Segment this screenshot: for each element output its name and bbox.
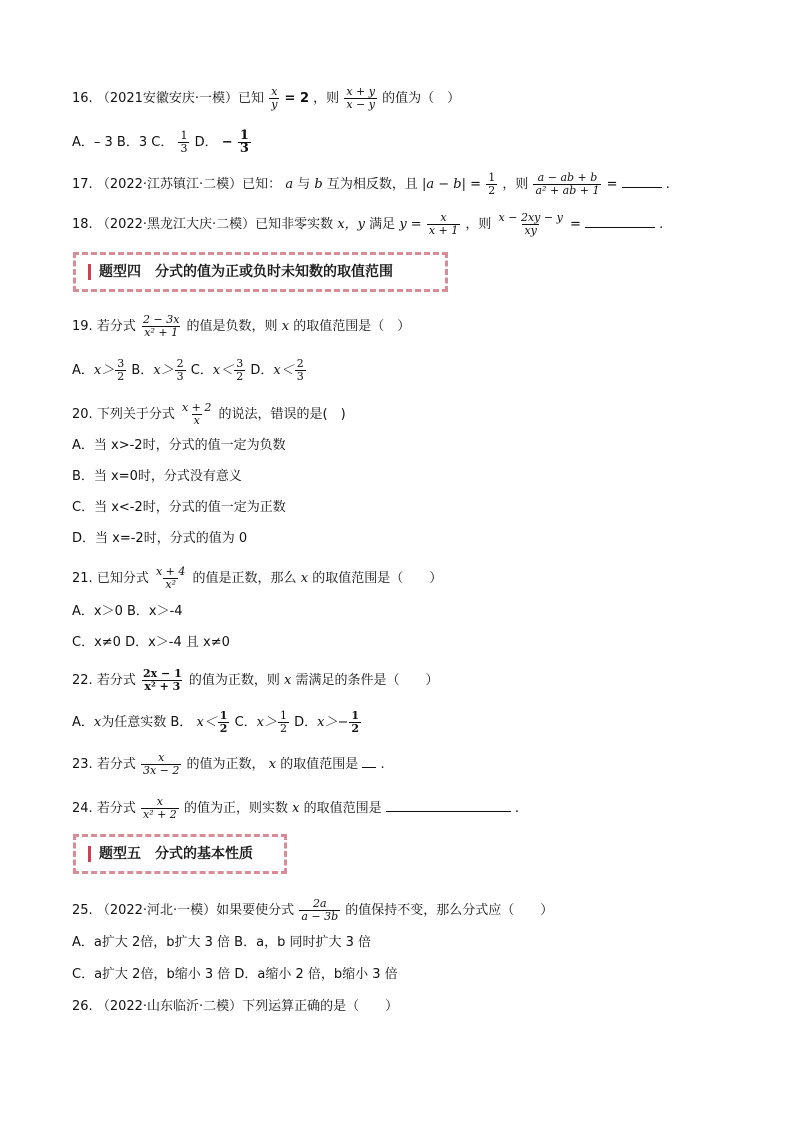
option-d-fraction: $\frac{2}{3}$: [296, 357, 304, 383]
fraction-x-over-y: $\frac{x}{y}$: [271, 85, 278, 111]
question-text: 的值是正数，那么: [192, 571, 297, 586]
option-a-fraction: $\frac{3}{2}$: [117, 357, 125, 383]
question-text: 的值保持不变，那么分式应（ ）: [345, 903, 554, 918]
question-19-options: [72, 358, 307, 383]
question-16: [72, 86, 460, 111]
option-a-label: A．: [72, 363, 94, 378]
question-text: 下列关于分式: [96, 407, 175, 422]
var-b: b: [314, 177, 323, 192]
question-end: .: [380, 757, 385, 772]
question-text: 与: [297, 177, 311, 192]
option-d-rel: x＜: [273, 363, 294, 378]
option-a-text: 为任意实数 B．: [101, 715, 193, 730]
option-c-fraction: $\frac{1}{2}$: [280, 709, 288, 735]
question-number: 22.: [72, 673, 93, 688]
fraction-expression: $\frac{x}{\text{x² + 2}}$: [142, 795, 177, 821]
y-equals: y =: [399, 217, 426, 232]
option-cd: C．x≠0 D．x＞-4 且 x≠0: [72, 635, 230, 650]
var-x: x: [281, 319, 290, 334]
section-5-title: 题型五 分式的基本性质: [88, 846, 253, 862]
question-text: 的值是负数，则: [186, 319, 278, 334]
question-text: 的值为正数，: [186, 757, 265, 772]
question-26: [72, 998, 398, 1016]
question-text: 的值为（ ）: [382, 91, 461, 106]
option-b-rel: x＞: [153, 363, 174, 378]
option-b-label: B．: [131, 363, 154, 378]
answer-blank[interactable]: [386, 799, 511, 812]
option-cd: C．a扩大 2倍，b缩小 3 倍 D．a缩小 2 倍，b缩小 3 倍: [72, 967, 398, 982]
fraction-expression: $\frac{2 - 3x}{\text{x² + 1}}$: [142, 313, 180, 339]
option-d-label: D．: [294, 715, 318, 730]
option-a-rel: x＞: [93, 363, 115, 378]
question-20: [72, 402, 346, 427]
question-text: 满足: [369, 217, 396, 232]
fraction-expression: $\frac{a - ab + b}{\text{a² + ab + 1}}$: [535, 171, 600, 197]
option-a-label: A．: [72, 715, 94, 730]
question-number: 25.: [72, 903, 93, 918]
option-c-fraction: $\frac{3}{2}$: [236, 357, 244, 383]
equals-two: = 2: [284, 91, 310, 106]
question-text: 若分式: [96, 319, 136, 334]
option-d-fraction: $\frac{1}{3}$: [239, 128, 249, 156]
question-text: 的取值范围是: [303, 801, 382, 816]
options-text: A．– 3 B．3 C．: [72, 135, 174, 150]
fraction-one-half: $\frac{1}{2}$: [488, 171, 496, 197]
equals-sign: =: [606, 177, 622, 192]
question-22-options: [72, 710, 362, 735]
option-c-rel: x＜: [212, 363, 234, 378]
option-b-fraction: $\frac{2}{3}$: [176, 357, 184, 383]
var-a: a: [285, 177, 294, 192]
fraction-expression: $\frac{x - 2xy - y}{xy}$: [498, 211, 563, 237]
option-c-rel: x＞: [256, 715, 278, 730]
option-c-fraction: $\frac{1}{3}$: [180, 129, 188, 155]
option-b-fraction: $\frac{1}{2}$: [219, 709, 228, 735]
fraction-expression: $\frac{2a}{a - 3b}$: [301, 897, 339, 923]
equals-sign: =: [470, 177, 486, 192]
answer-blank[interactable]: [362, 755, 376, 768]
question-24: [72, 796, 519, 821]
fraction-x-over-x-plus-1: $\frac{x}{x + 1}$: [428, 211, 459, 237]
question-16-options: [72, 130, 252, 155]
question-text: 的取值范围是: [280, 757, 359, 772]
option-d-fraction: $\frac{1}{2}$: [351, 709, 360, 735]
answer-blank[interactable]: [622, 175, 662, 188]
question-number: 20.: [72, 407, 93, 422]
option-c-label: C．: [234, 715, 257, 730]
question-text: 需满足的条件是（ ）: [295, 673, 439, 688]
section-4-title: 题型四 分式的值为正或负时未知数的取值范围: [88, 264, 393, 280]
question-end: .: [659, 217, 664, 232]
option-b: B．当 x=0时，分式没有意义: [72, 469, 242, 484]
question-number: 23.: [72, 757, 93, 772]
option-a: A．当 x>-2时，分式的值一定为负数: [72, 438, 286, 453]
question-number: 26.: [72, 999, 93, 1014]
question-text: 已知分式: [96, 571, 149, 586]
question-end: .: [665, 177, 670, 192]
question-23: [72, 752, 385, 777]
var-x: x: [268, 757, 277, 772]
fraction-expression: $\frac{x + 4}{\text{x²}}$: [155, 565, 186, 591]
option-d-rel: x＞−: [317, 715, 349, 730]
question-text: 的说法，错误的是( ): [218, 407, 346, 422]
question-text: 的值为正，则实数: [183, 801, 288, 816]
question-text: 的值为正数，则: [188, 673, 280, 688]
question-17: [72, 172, 670, 197]
var-x: x: [292, 801, 300, 816]
option-d: D．当 x=-2时，分式的值为 0: [72, 531, 248, 546]
fraction-sum-over-diff: $\frac{x + y}{x - y}$: [346, 85, 375, 111]
question-text: ，则: [313, 91, 340, 106]
question-number: 17.: [72, 177, 93, 192]
abs-expression: |a − b|: [422, 177, 467, 192]
option-d-sign: −: [221, 135, 233, 150]
question-source: （2022·黑龙江大庆·二模）已知非零实数: [96, 217, 334, 232]
question-number: 21.: [72, 571, 93, 586]
question-text: 的取值范围是（ ）: [312, 571, 443, 586]
question-25: [72, 898, 553, 923]
option-d-label: D．: [250, 363, 274, 378]
var-x: x: [93, 715, 102, 730]
question-21: [72, 566, 442, 591]
fraction-expression: $\frac{x + 2}{x}$: [181, 401, 212, 427]
question-text: 若分式: [96, 801, 136, 816]
option-d-label: D．: [194, 135, 218, 150]
option-c-label: C．: [190, 363, 213, 378]
question-19: [72, 314, 410, 339]
equals-sign: =: [569, 217, 585, 232]
fraction-expression: $\frac{x}{3x - 2}$: [142, 751, 180, 777]
question-source: （2022·江苏镇江·二模）已知：: [96, 177, 282, 192]
option-b-rel: x＜: [196, 715, 217, 730]
question-number: 19.: [72, 319, 93, 334]
question-text: 的取值范围是（ ）: [293, 319, 411, 334]
question-text: 若分式: [96, 757, 136, 772]
question-source: （2021安徽安庆·一模）已知: [96, 91, 265, 106]
var-x: x: [300, 571, 309, 586]
question-text: ，则: [465, 217, 492, 232]
question-source: （2022·山东临沂·二模）下列运算正确的是（ ）: [96, 999, 399, 1014]
answer-blank[interactable]: [585, 215, 655, 228]
question-source: （2022·河北·一模）如果要使分式: [96, 903, 295, 918]
question-18: [72, 212, 663, 237]
question-end: .: [514, 801, 520, 816]
option-ab: A．a扩大 2倍，b扩大 3 倍 B．a，b 同时扩大 3 倍: [72, 935, 371, 950]
question-text: 互为相反数，且: [326, 177, 418, 192]
question-22: [72, 668, 439, 693]
question-number: 18.: [72, 217, 93, 232]
var-x: x: [284, 673, 292, 688]
question-number: 24.: [72, 801, 93, 816]
vars-xy: x，y: [337, 217, 366, 232]
question-number: 16.: [72, 91, 93, 106]
option-c: C．当 x<-2时，分式的值一定为正数: [72, 500, 286, 515]
question-text: 若分式: [96, 673, 136, 688]
option-ab: A．x＞0 B．x＞-4: [72, 604, 183, 619]
fraction-expression: $\frac{2x - 1}{\text{x² + 3}}$: [142, 667, 182, 693]
question-text: ，则: [502, 177, 529, 192]
